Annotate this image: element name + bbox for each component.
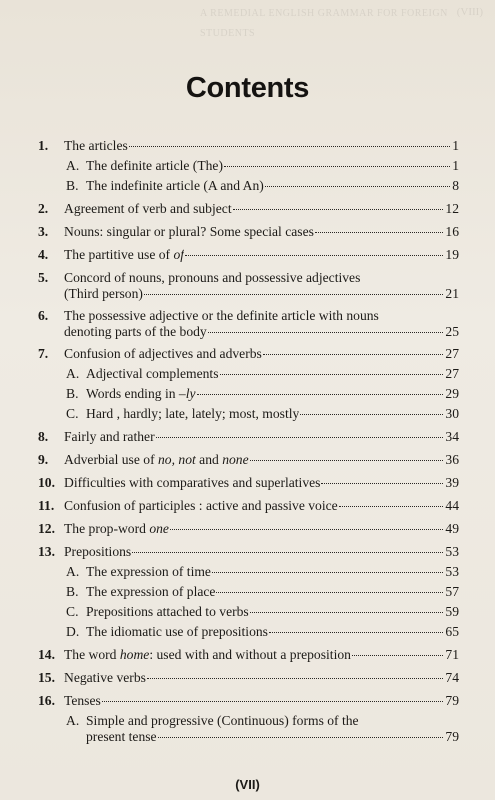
toc-page-number: 34 [445, 429, 459, 444]
toc-page-number: 65 [445, 624, 459, 639]
toc-entry-letter: B. [66, 584, 79, 599]
toc-page-number: 53 [445, 544, 459, 559]
toc-subentry[interactable] [66, 385, 459, 402]
toc-page-number: 74 [445, 670, 459, 685]
toc-entry-label [64, 246, 184, 263]
toc-entry-label [64, 269, 360, 286]
dot-leader [185, 254, 443, 256]
toc-entry[interactable] [38, 345, 459, 362]
dot-leader [156, 436, 444, 438]
label-text: Difficulties with comparatives and superlatives [64, 475, 321, 490]
toc-entry-number: 16. [38, 693, 55, 708]
toc-page-number: 1 [452, 158, 459, 173]
label-italic: one [149, 521, 169, 536]
dot-leader [129, 145, 450, 147]
dot-leader [144, 293, 444, 295]
toc-entry-label [86, 583, 215, 600]
toc-entry[interactable] [66, 712, 459, 729]
toc-page-number: 49 [445, 521, 459, 536]
label-italic: –ly [178, 386, 196, 401]
toc-entry-label [86, 603, 249, 620]
toc-entry-continuation [64, 323, 459, 340]
toc-entry-label [64, 669, 146, 686]
toc-entry-number: 8. [38, 429, 49, 444]
dot-leader [158, 736, 444, 738]
dot-leader [197, 393, 444, 395]
toc-entry-number: 9. [38, 452, 49, 467]
dot-leader [132, 551, 443, 553]
label-text: The partitive use of [64, 247, 174, 262]
toc-entry-number: 11. [38, 498, 55, 513]
toc-page-number: 29 [445, 386, 459, 401]
toc-entry-label [86, 712, 359, 729]
toc-entry-number: 13. [38, 544, 55, 559]
toc-entry-label [64, 543, 131, 560]
toc-page-number: 44 [445, 498, 459, 513]
toc-page-number: 30 [445, 406, 459, 421]
toc-entry[interactable] [38, 246, 459, 263]
label-text: Fairly and rather [64, 429, 155, 444]
label-text: and [195, 452, 223, 467]
label-text: Negative verbs [64, 670, 146, 685]
toc-entry-label [86, 365, 219, 382]
toc-entry-continuation [64, 285, 459, 302]
toc-entry-label [86, 385, 196, 402]
toc-entry[interactable] [38, 223, 459, 240]
dot-leader [212, 571, 443, 573]
toc-entry-label [64, 307, 379, 324]
toc-subentry[interactable] [66, 623, 459, 640]
toc-page-number: 36 [445, 452, 459, 467]
toc-entry-label [64, 646, 351, 663]
toc-page-number: 16 [445, 224, 459, 239]
toc-entry-label [64, 345, 262, 362]
dot-leader [208, 331, 444, 333]
toc-entry-letter: C. [66, 406, 79, 421]
toc-page-number: 27 [445, 346, 459, 361]
toc-entry-label [86, 563, 211, 580]
label-text: Concord of nouns, pronouns and possessive adjectives [64, 270, 361, 285]
toc-entry[interactable] [38, 451, 459, 468]
toc-page-number: 79 [445, 729, 459, 744]
toc-page-number: 12 [445, 201, 459, 216]
toc-page-number: 59 [445, 604, 459, 619]
toc-entry-letter: D. [66, 624, 80, 639]
toc-subentry[interactable] [66, 603, 459, 620]
toc-entry[interactable] [38, 646, 459, 663]
label-text: Adverbial use of [64, 452, 158, 467]
label-text: Prepositions [64, 544, 132, 559]
dot-leader [339, 505, 444, 507]
label-italic: home [119, 647, 150, 662]
dot-leader [250, 611, 444, 613]
toc-entry[interactable] [38, 269, 459, 286]
label-text: The word [64, 647, 120, 662]
toc-entry-label [64, 223, 314, 240]
toc-page-number: 39 [445, 475, 459, 490]
dot-leader [321, 482, 443, 484]
toc-entry[interactable] [38, 543, 459, 560]
toc-page-number: 19 [445, 247, 459, 262]
toc-entry-letter: B. [66, 178, 79, 193]
toc-entry[interactable] [38, 692, 459, 709]
label-text: Words ending in [86, 386, 179, 401]
toc-subentry[interactable] [66, 177, 459, 194]
toc-entry[interactable] [38, 497, 459, 514]
label-text: Simple and progressive (Continuous) forms of the [86, 713, 359, 728]
label-text: The idiomatic use of prepositions [86, 624, 268, 639]
toc-entry[interactable] [38, 137, 459, 154]
toc-entry-number: 7. [38, 346, 49, 361]
label-text: The prop-word [64, 521, 150, 536]
toc-entry-label [64, 692, 101, 709]
toc-page-number: 8 [452, 178, 459, 193]
label-text: The possessive adjective or the definite article with nouns [64, 308, 379, 323]
toc-entry-letter: C. [66, 604, 79, 619]
toc-entry-label [64, 428, 155, 445]
dot-leader [265, 185, 450, 187]
label-text: The definite article (The) [86, 158, 223, 173]
toc-entry-number: 3. [38, 224, 49, 239]
label-text: : used with and without a preposition [149, 647, 351, 662]
toc-entry[interactable] [38, 200, 459, 217]
label-text: The articles [64, 138, 128, 153]
dot-leader [269, 631, 443, 633]
label-text: The indefinite article (A and An) [86, 178, 264, 193]
label-text: Confusion of participles : active and passive voice [64, 498, 338, 513]
toc-page-number: 27 [445, 366, 459, 381]
toc-entry[interactable] [38, 474, 459, 491]
toc-entry-number: 1. [38, 138, 49, 153]
label-text: Hard , hardly; late, lately; most, mostly [86, 406, 300, 421]
toc-entry-label [86, 177, 264, 194]
dot-leader [263, 353, 444, 355]
dot-leader [250, 459, 444, 461]
toc-subentry[interactable] [66, 157, 459, 174]
label-text: Nouns: singular or plural? Some special cases [64, 224, 314, 239]
label-italic: of [173, 247, 185, 262]
toc-entry-number: 5. [38, 270, 49, 285]
toc-subentry[interactable] [66, 563, 459, 580]
dot-leader [170, 528, 443, 530]
toc-page-number: 21 [445, 286, 459, 301]
label-text: Adjectival complements [86, 366, 219, 381]
toc-entry-number: 14. [38, 647, 55, 662]
toc-entry[interactable] [38, 520, 459, 537]
toc-entry-label [64, 451, 249, 468]
toc-entry-letter: A. [66, 564, 80, 579]
label-text: Tenses [64, 693, 101, 708]
dot-leader [147, 677, 443, 679]
toc-entry-label-line2: present tense [86, 729, 157, 744]
label-text: The expression of place [86, 584, 216, 599]
dot-leader [102, 700, 444, 702]
label-text: The expression of time [86, 564, 211, 579]
toc-subentry[interactable] [66, 405, 459, 422]
dot-leader [300, 413, 443, 415]
label-text: Confusion of adjectives and adverbs [64, 346, 262, 361]
toc-entry-label-line2: (Third person) [64, 286, 143, 301]
running-header: A REMEDIAL ENGLISH GRAMMAR FOR FOREIGN STUDENTS [200, 8, 448, 39]
dot-leader [216, 591, 443, 593]
dot-leader [233, 208, 444, 210]
toc-page-number: 79 [445, 693, 459, 708]
toc-entry-number: 2. [38, 201, 49, 216]
toc-entry-number: 4. [38, 247, 49, 262]
toc-page-number: 53 [445, 564, 459, 579]
toc-entry-number: 10. [38, 475, 55, 490]
dot-leader [224, 165, 450, 167]
toc-entry-label [64, 137, 128, 154]
toc-entry-label [86, 623, 268, 640]
dot-leader [220, 373, 444, 375]
label-text: Agreement of verb and subject [64, 201, 232, 216]
toc-entry-number: 12. [38, 521, 55, 536]
toc-entry-label [64, 520, 169, 537]
toc-entry-label [64, 497, 338, 514]
page-footer-number: (VII) [235, 777, 260, 792]
dot-leader [352, 654, 443, 656]
page-title: Contents [185, 72, 310, 104]
toc-entry[interactable] [38, 307, 459, 324]
toc-entry-label [64, 200, 232, 217]
label-italic: none [222, 452, 249, 467]
toc-entry-label-line2: denoting parts of the body [64, 324, 207, 339]
label-italic: no, not [158, 452, 196, 467]
toc-page-number: 57 [445, 584, 459, 599]
toc-entry-number: 6. [38, 308, 49, 323]
toc-subentry[interactable] [66, 583, 459, 600]
toc-entry-letter: B. [66, 386, 79, 401]
toc-page-number: 1 [452, 138, 459, 153]
toc-entry-label [86, 157, 223, 174]
toc-entry[interactable] [38, 428, 459, 445]
toc-entry[interactable] [38, 669, 459, 686]
toc-entry-letter: A. [66, 366, 80, 381]
label-text: Prepositions attached to verbs [86, 604, 249, 619]
toc-entry-letter: A. [66, 713, 80, 728]
toc-entry-continuation [86, 728, 459, 745]
toc-entry-label [86, 405, 299, 422]
running-page-number: (VIII) [456, 6, 483, 18]
toc-entry-label [64, 474, 320, 491]
toc-entry-number: 15. [38, 670, 55, 685]
toc-subentry[interactable] [66, 365, 459, 382]
toc-page-number: 25 [445, 324, 459, 339]
toc-entry-letter: A. [66, 158, 80, 173]
dot-leader [315, 231, 443, 233]
toc-page-number: 71 [445, 647, 459, 662]
